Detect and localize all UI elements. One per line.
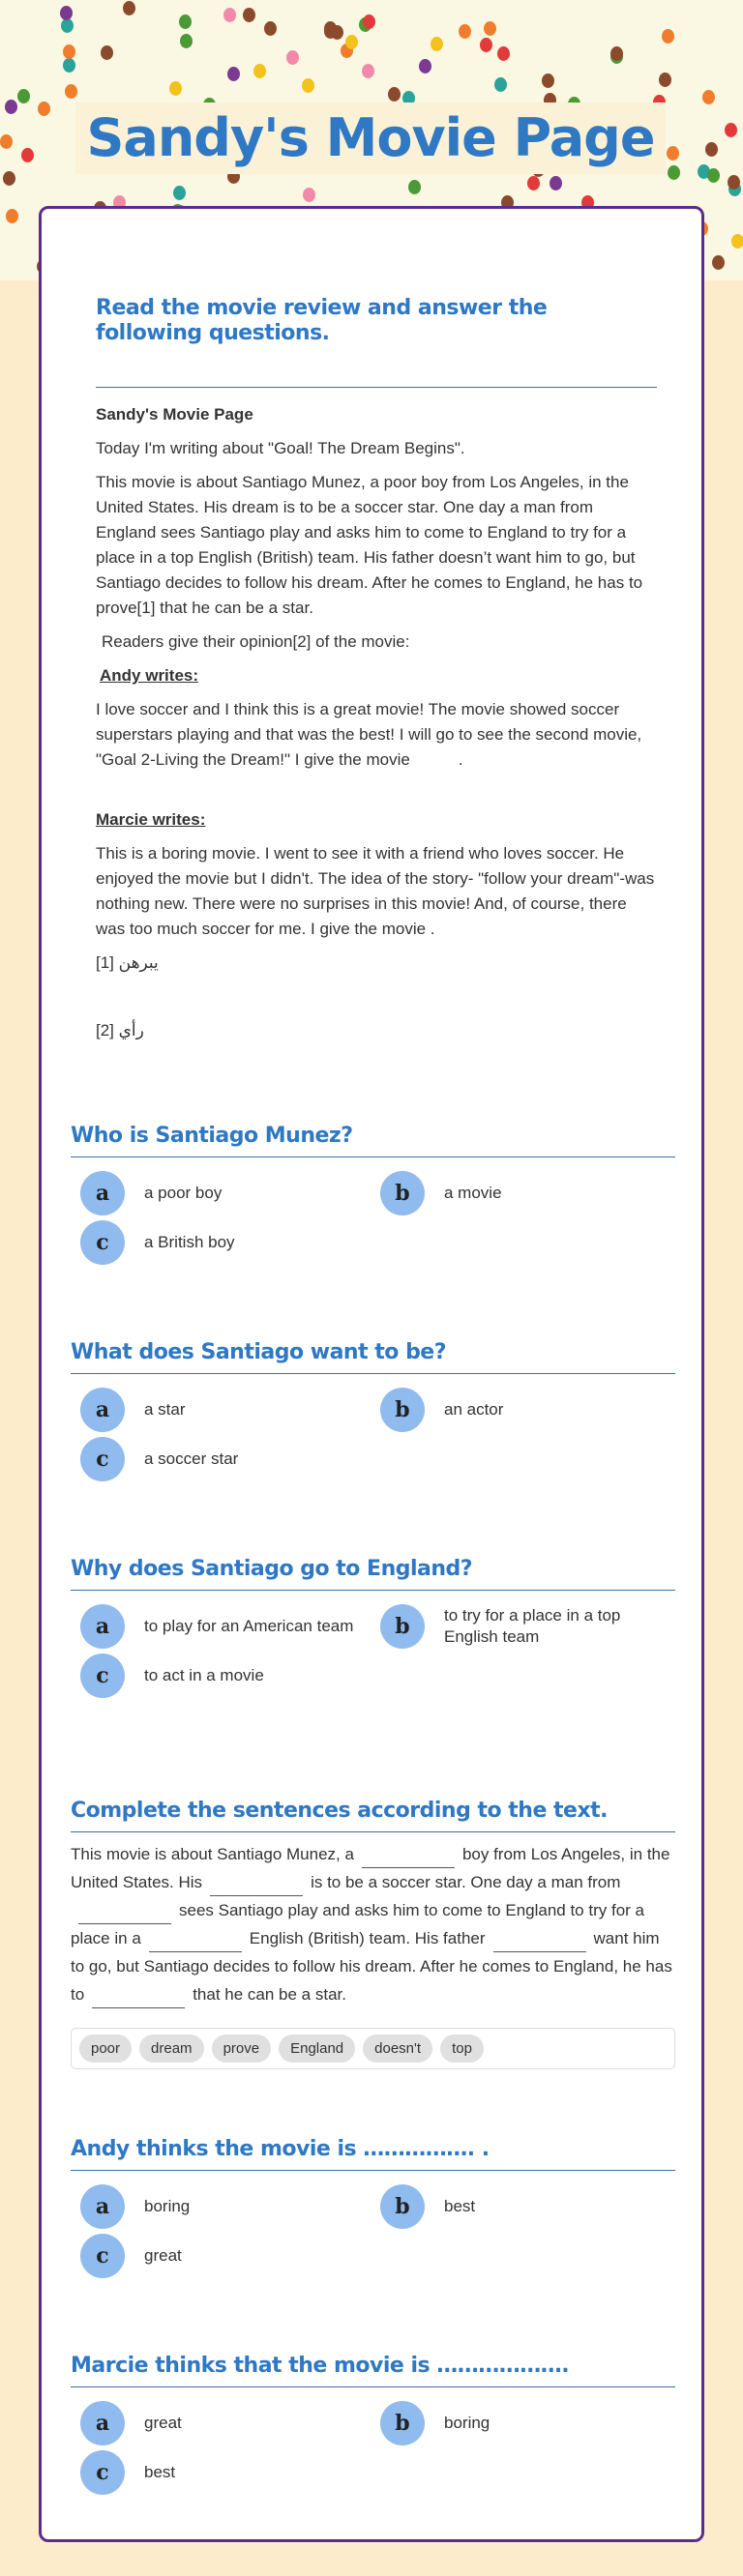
confetti-dot [63,44,75,59]
sentence-part: that he can be a star. [193,1985,346,2004]
sentence-part: boy from Los Angeles, in the United States. His [71,1845,670,1891]
confetti-dot [550,176,562,190]
confetti-dot [388,87,401,102]
confetti-dot [264,21,277,36]
question-5 [71,2354,675,2507]
worksheet-card [39,206,704,2542]
options [71,1171,675,1277]
question-heading: Who is Santiago Munez? [71,1124,353,1148]
option-c[interactable] [80,1220,361,1265]
confetti-dot [494,77,507,92]
word-chip[interactable]: top [440,2034,484,2063]
word-chip[interactable]: poor [79,2034,132,2063]
divider [71,1590,675,1591]
blank-drop-target[interactable] [362,1845,455,1868]
confetti-dot [63,58,75,73]
option-text: boring [144,2197,191,2215]
footnote-2: [2] رأي [96,1021,144,1039]
confetti-dot [480,38,492,52]
blank-drop-target[interactable] [493,1929,586,1952]
blank-drop-target[interactable] [149,1929,242,1952]
confetti-dot [725,123,737,137]
confetti-dot [712,255,725,270]
blank-drop-target[interactable] [92,1985,185,2008]
option-text: a star [144,1400,186,1419]
divider [71,1373,675,1374]
option-letter-badge: b [380,1171,425,1215]
option-text: a soccer star [144,1449,239,1468]
option-letter-badge: a [80,1171,125,1215]
option-b[interactable] [380,1171,661,1215]
confetti-dot [303,188,315,202]
movie-review [96,402,657,1052]
confetti-dot [179,15,192,29]
sentence-part: English (British) team. His father [249,1929,486,1947]
option-text: to act in a movie [144,1666,264,1684]
word-chip[interactable]: England [279,2034,355,2063]
confetti-dot [527,176,540,190]
options [71,1604,675,1711]
option-a[interactable] [80,2401,361,2445]
review-readers: Readers give their opinion[2] of the movie: [102,632,410,651]
option-c[interactable] [80,1654,361,1698]
sentence-part: This movie is about Santiago Munez, a [71,1845,354,1863]
confetti-dot [659,73,671,87]
confetti-dot [60,6,73,20]
confetti-dot [173,186,186,200]
confetti-dot [662,29,674,44]
option-text: boring [444,2414,490,2432]
option-a[interactable] [80,1604,361,1649]
andy-text: I love soccer and I think this is a great movie! The movie showed soccer superstars playing and that was the best! I will go to see the second movie, "Goal 2-Living the Dream!" I give the movie [96,700,642,769]
confetti-dot [363,15,375,29]
divider [71,1156,675,1157]
confetti-dot [0,134,13,149]
fill-heading: Complete the sentences according to the text. [71,1799,609,1823]
marcie-label: Marcie writes: [96,810,206,829]
confetti-dot [707,168,720,183]
option-text: great [144,2246,182,2265]
option-letter-badge: b [380,1388,425,1432]
word-chip[interactable]: prove [212,2034,272,2063]
options [71,2184,675,2291]
confetti-dot [3,171,15,186]
option-text: best [144,2463,176,2481]
confetti-dot [5,100,17,114]
options [71,2401,675,2507]
confetti-dot [61,18,74,33]
confetti-dot [667,146,679,161]
confetti-dot [542,73,554,88]
footnote-1: [1] يبرهن [96,953,159,972]
question-3 [71,1557,675,1711]
option-c[interactable] [80,2450,361,2495]
option-letter-badge: a [80,2401,125,2445]
divider [71,1831,675,1832]
blank-drop-target[interactable] [78,1901,171,1924]
confetti-dot [123,1,135,15]
confetti-dot [17,89,30,103]
option-b[interactable] [380,2184,661,2229]
option-letter-badge: a [80,2184,125,2229]
andy-end: . [458,750,463,769]
option-letter-badge: c [80,1437,125,1481]
confetti-dot [668,165,680,180]
option-letter-badge: c [80,1220,125,1265]
divider [96,387,657,388]
confetti-dot [253,64,266,78]
instructions-section [96,296,657,388]
confetti-dot [331,25,343,40]
confetti-dot [6,209,18,223]
option-text: an actor [444,1400,504,1419]
option-c[interactable] [80,2234,361,2278]
confetti-dot [705,142,718,157]
confetti-dot [408,180,421,194]
option-letter-badge: b [380,2401,425,2445]
marcie-text: This is a boring movie. I went to see it with a friend who loves soccer. He enjoyed the movie but I didn't. The idea of the story- "follow your dream"-was nothing new. There were no surprises in this movie! And, of course, there was too much soccer for me. I give the movie . [96,844,655,938]
confetti-dot [731,234,743,249]
confetti-dot [459,24,471,39]
confetti-dot [243,8,255,22]
option-letter-badge: c [80,2450,125,2495]
option-b[interactable] [380,1604,661,1649]
instructions-heading: Read the movie review and answer the following questions. [96,296,548,345]
sentence-part: want him to go, but Santiago decides to follow his dream. After he comes to England, he has to [71,1929,672,2004]
confetti-dot [484,21,496,36]
divider [71,2386,675,2387]
option-letter-badge: a [80,1604,125,1649]
option-letter-badge: a [80,1388,125,1432]
blank-drop-target[interactable] [210,1873,303,1896]
option-text: to play for an American team [144,1617,354,1635]
option-a[interactable] [80,1171,361,1215]
question-2 [71,1340,675,1494]
confetti-dot [362,64,374,78]
confetti-dot [227,67,240,81]
option-text: a movie [444,1184,502,1202]
confetti-dot [21,148,34,162]
question-heading: Why does Santiago go to England? [71,1557,473,1581]
fill-in-section [71,1799,675,2069]
question-heading: Marcie thinks that the movie is ………………. [71,2354,570,2378]
question-heading: Andy thinks the movie is ……………. . [71,2137,490,2161]
confetti-dot [38,102,50,116]
option-a[interactable] [80,1388,361,1432]
confetti-dot [65,84,77,99]
review-intro: Today I'm writing about "Goal! The Dream Begins". [96,439,465,457]
confetti-dot [169,81,182,96]
confetti-dot [345,35,358,49]
page-title: Sandy's Movie Page [75,102,666,174]
option-letter-badge: b [380,1604,425,1649]
option-b[interactable] [380,2401,661,2445]
confetti-dot [286,50,299,65]
question-1 [71,1124,675,1277]
option-b[interactable] [380,1388,661,1432]
confetti-dot [180,34,193,48]
options [71,1388,675,1494]
option-a[interactable] [80,2184,361,2229]
review-title: Sandy's Movie Page [96,405,253,424]
option-text: great [144,2414,182,2432]
confetti-dot [223,8,236,22]
review-summary: This movie is about Santiago Munez, a poor boy from Los Angeles, in the United States. His dream is to be a soccer star. One day a man from England sees Santiago play and asks him to come to England to try for a place in a top English (British) team. His father doesn’t want him to go, but Santiago decides to follow his dream. After he comes to England, he has to prove[1] that he can be a star. [96,473,643,617]
confetti-dot [419,59,431,73]
option-c[interactable] [80,1437,361,1481]
option-text: a poor boy [144,1184,223,1202]
sentence-part: sees Santiago play and asks him to come to England to try for a place in a [71,1901,644,1947]
question-4 [71,2137,675,2291]
confetti-dot [497,46,510,61]
fill-paragraph [71,1840,675,2008]
divider [71,2170,675,2171]
word-chip[interactable]: dream [139,2034,204,2063]
option-letter-badge: c [80,1654,125,1698]
confetti-dot [431,37,443,51]
word-chip[interactable]: doesn't [363,2034,432,2063]
sentence-part: is to be a soccer star. One day a man from [311,1873,621,1891]
confetti-dot [101,45,113,60]
andy-label: Andy writes: [100,666,199,685]
option-text: a British boy [144,1233,235,1251]
confetti-dot [302,78,314,93]
option-text: to try for a place in a top English team [444,1606,621,1646]
option-letter-badge: b [380,2184,425,2229]
option-letter-badge: c [80,2234,125,2278]
question-heading: What does Santiago want to be? [71,1340,446,1364]
option-text: best [444,2197,476,2215]
word-bank [71,2028,675,2069]
confetti-dot [702,90,715,104]
